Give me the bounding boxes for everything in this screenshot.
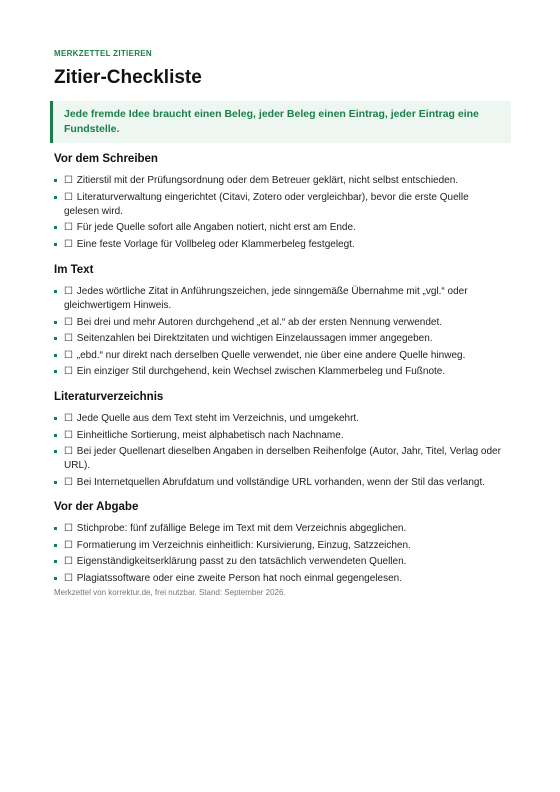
checklist-item (54, 522, 506, 536)
checklist-item (54, 476, 506, 490)
bullet-icon (54, 370, 57, 373)
section-vor-der-abgabe (54, 501, 506, 588)
section-literaturverzeichnis (54, 391, 506, 492)
key-message-callout: Jede fremde Idee braucht einen Beleg, jeder Beleg einen Eintrag, jeder Eintrag eine Fundstelle. (50, 101, 511, 143)
section-vor-dem-schreiben (54, 153, 506, 254)
checklist-item (54, 174, 506, 188)
bullet-icon (54, 290, 57, 293)
bullet-icon (54, 196, 57, 199)
checkbox-icon: ☐ (64, 523, 73, 534)
bullet-icon (54, 226, 57, 229)
checklist-item-text: Für jede Quelle sofort alle Angaben notiert, nicht erst am Ende. (76, 222, 356, 233)
checklist-item (54, 316, 506, 330)
checklist-item (54, 429, 506, 443)
checklist-item-text: „ebd.“ nur direkt nach derselben Quelle verwendet, nie über eine andere Quelle hinweg. (76, 349, 466, 361)
checkbox-icon: ☐ (64, 413, 73, 424)
checkbox-icon: ☐ (64, 429, 73, 441)
section-heading: Im Text (54, 264, 94, 276)
checklist-item (54, 445, 506, 473)
section-heading: Vor dem Schreiben (54, 153, 158, 165)
checkbox-icon: ☐ (64, 572, 73, 584)
section-heading: Vor der Abgabe (54, 501, 139, 513)
checklist-item (54, 332, 506, 346)
bullet-icon (54, 481, 57, 484)
checkbox-icon: ☐ (64, 286, 73, 297)
checklist-item (54, 191, 506, 219)
bullet-icon (54, 450, 57, 453)
eyebrow-label: MERKZETTEL ZITIEREN (54, 49, 152, 58)
checklist-item-text: Formatierung im Verzeichnis einheitlich: Kursivierung, Einzug, Satzzeichen. (76, 539, 411, 551)
checklist-item-text: Ein einziger Stil durchgehend, kein Wechsel zwischen Klammerbeleg und Fußnote. (76, 366, 446, 377)
checklist (54, 285, 506, 379)
section-heading: Literaturverzeichnis (54, 391, 164, 403)
footer-note: Merkzettel von korrektur.de, frei nutzbar. Stand: September 2026. (54, 588, 286, 597)
checklist-item-text: Bei drei und mehr Autoren durchgehend „et al.“ ab der ersten Nennung verwendet. (76, 316, 443, 328)
checklist-item-text: Bei Internetquellen Abrufdatum und vollständige URL vorhanden, wenn der Stil das verlangt. (76, 476, 485, 488)
checklist-item (54, 412, 506, 426)
checkbox-icon: ☐ (64, 238, 73, 250)
bullet-icon (54, 577, 57, 580)
checklist-item (54, 349, 506, 363)
checkbox-icon: ☐ (64, 556, 73, 567)
checklist-item-text: Eine feste Vorlage für Vollbeleg oder Klammerbeleg festgelegt. (76, 238, 355, 250)
checklist-item (54, 238, 506, 252)
checklist-item (54, 365, 506, 379)
bullet-icon (54, 434, 57, 437)
checkbox-icon: ☐ (64, 175, 73, 186)
checklist (54, 412, 506, 490)
checklist (54, 522, 506, 586)
page-title: Zitier-Checkliste (54, 67, 202, 88)
bullet-icon (54, 321, 57, 324)
checkbox-icon: ☐ (64, 316, 73, 328)
bullet-icon (54, 527, 57, 530)
checklist-item-text: Seitenzahlen bei Direktzitaten und wichtigen Einzelaussagen immer angegeben. (76, 333, 433, 344)
checkbox-icon: ☐ (64, 333, 73, 344)
checklist-item (54, 555, 506, 569)
bullet-icon (54, 179, 57, 182)
checklist-item (54, 539, 506, 553)
checklist-item-text: Jede Quelle aus dem Text steht im Verzeichnis, und umgekehrt. (76, 413, 359, 424)
checklist-item-text: Stichprobe: fünf zufällige Belege im Text mit dem Verzeichnis abgeglichen. (76, 523, 407, 534)
checklist-item-text: Eigenständigkeitserklärung passt zu den tatsächlich verwendeten Quellen. (76, 556, 407, 567)
checkbox-icon: ☐ (64, 446, 73, 457)
checkbox-icon: ☐ (64, 476, 73, 488)
checkbox-icon: ☐ (64, 222, 73, 233)
checklist-item (54, 572, 506, 586)
checkbox-icon: ☐ (64, 539, 73, 551)
checklist (54, 174, 506, 252)
checklist-item-text: Zitierstil mit der Prüfungsordnung oder dem Betreuer geklärt, nicht selbst entschieden. (76, 175, 459, 186)
bullet-icon (54, 243, 57, 246)
bullet-icon (54, 417, 57, 420)
bullet-icon (54, 337, 57, 340)
checklist-item-text: Bei jeder Quellenart dieselben Angaben in derselben Reihenfolge (Autor, Jahr, Titel, Verlag oder URL). (64, 446, 501, 471)
checklist-item-text: Plagiatssoftware oder eine zweite Person hat noch einmal gegengelesen. (76, 572, 402, 584)
checkbox-icon: ☐ (64, 191, 73, 203)
bullet-icon (54, 354, 57, 357)
checklist-item (54, 285, 506, 313)
checklist-item-text: Jedes wörtliche Zitat in Anführungszeichen, jede sinngemäße Übernahme mit „vgl.“ oder gleichwertigem Hinweis. (64, 286, 468, 311)
checklist-item-text: Einheitliche Sortierung, meist alphabetisch nach Nachname. (76, 429, 344, 441)
bullet-icon (54, 560, 57, 563)
bullet-icon (54, 544, 57, 547)
checklist-item (54, 221, 506, 235)
checkbox-icon: ☐ (64, 366, 73, 377)
checklist-item-text: Literaturverwaltung eingerichtet (Citavi, Zotero oder vergleichbar), bevor die erste Quelle gelesen wird. (64, 191, 469, 217)
checkbox-icon: ☐ (64, 349, 73, 361)
section-im-text (54, 264, 506, 382)
